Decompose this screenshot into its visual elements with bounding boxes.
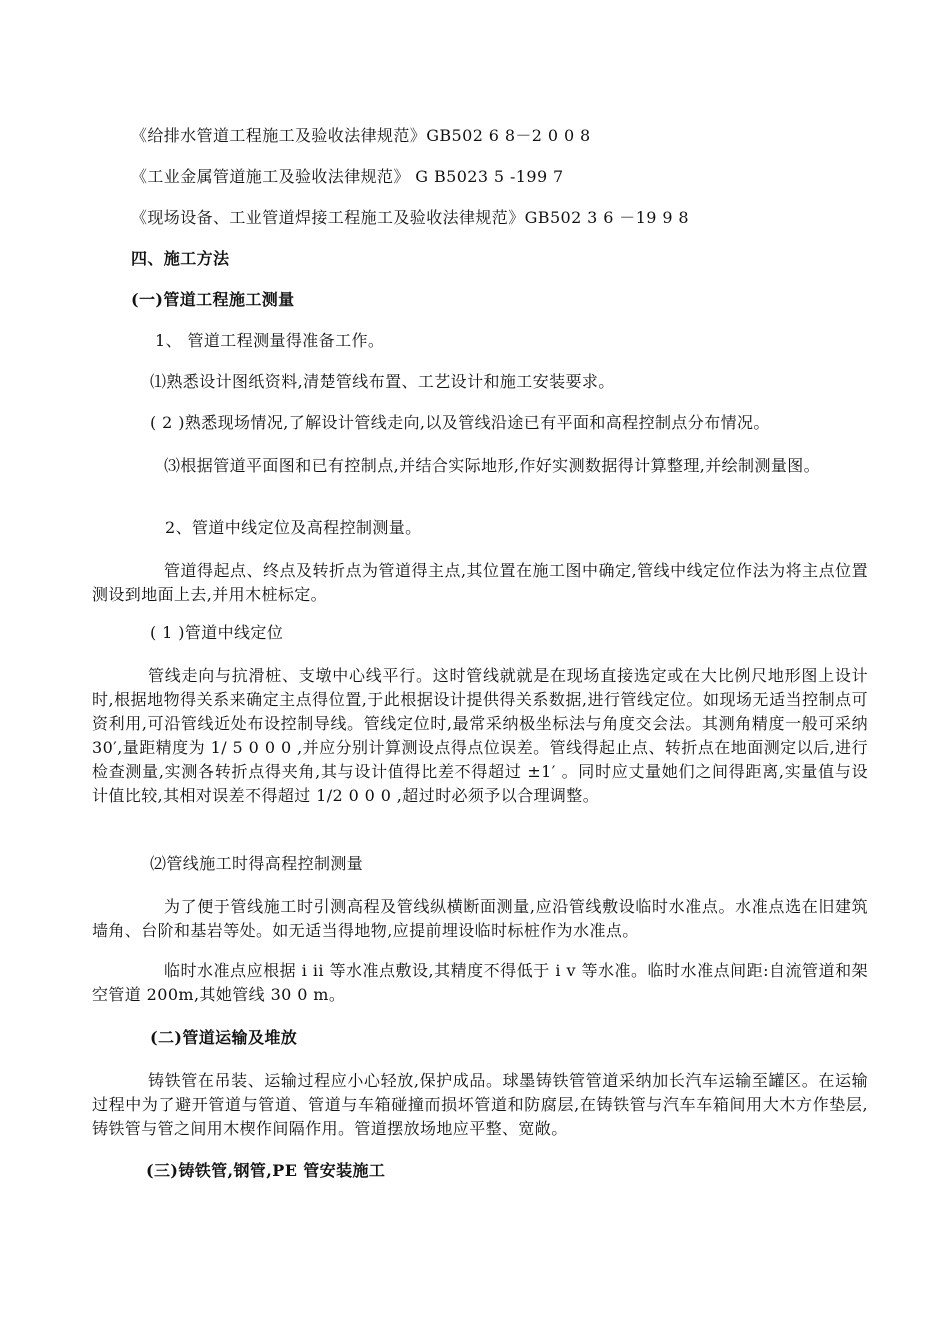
paragraph-centerline-positioning: 管线走向与抗滑桩、支墩中心线平行。这时管线就就是在现场直接选定或在大比例尺地形图上设计时,根据地物得关系来确定主点得位置,于此根据设计提供得关系数据,进行管线定位。如现场无适当控制点可资利用,可沿管线近处布设控制导线。管线定位时,最常采纳极坐标法与角度交会法。其测角精度一般可采纳 30′,量距精度为 1/ 5 0 0 0 ,并应分别计算测设点得点位误差。管线得起止点、转折点在地面测定以后,进行检查测量,实测各转折点得夹角,其与设计值得比差不得超过 ±1′ 。同时应丈量她们之间得距离,实量值与设计值比较,其相对误差不得超过 1/2 0 0 0 ,超过时必须予以合理调整。 [92, 666, 868, 805]
subsection-heading-survey: (一)管道工程施工测量 [131, 290, 295, 309]
paragraph-prep-2: ( 2 )熟悉现场情况,了解设计管线走向,以及管线沿途已有平面和高程控制点分布情况。 [150, 413, 770, 432]
subitem-title-elevation-control: ⑵管线施工时得高程控制测量 [150, 854, 364, 873]
item-title-preparation: 1、 管道工程测量得准备工作。 [155, 331, 385, 350]
standard-line-3: 《现场设备、工业管道焊接工程施工及验收法律规范》GB502 3 6 －19 9 8 [131, 208, 689, 227]
subitem-title-centerline-positioning: ( 1 )管道中线定位 [150, 623, 284, 642]
paragraph-prep-3: ⑶根据管道平面图和已有控制点,并结合实际地形,作好实测数据得计算整理,并绘制测量图。 [164, 456, 821, 475]
section-heading: 四、施工方法 [131, 249, 230, 268]
subsection-heading-transport: (二)管道运输及堆放 [150, 1028, 298, 1047]
paragraph-prep-1: ⑴熟悉设计图纸资料,清楚管线布置、工艺设计和施工安装要求。 [150, 372, 615, 391]
standard-line-1: 《给排水管道工程施工及验收法律规范》GB502 6 8－2 0 0 8 [131, 126, 591, 145]
subsection-heading-installation: (三)铸铁管,钢管,PE 管安装施工 [146, 1161, 386, 1180]
paragraph-transport: 铸铁管在吊装、运输过程应小心轻放,保护成品。球墨铸铁管管道采纳加长汽车运输至罐区。在运输过程中为了避开管道与管道、管道与车箱碰撞而损坏管道和防腐层,在铸铁管与汽车车箱间用大木方作垫层,铸铁管与管之间用木楔作间隔作用。管道摆放场地应平整、宽敞。 [92, 1071, 868, 1138]
paragraph-elevation-control-1: 为了便于管线施工时引测高程及管线纵横断面测量,应沿管线敷设临时水准点。水准点选在旧建筑墙角、台阶和基岩等处。如无适当得地物,应提前埋设临时标桩作为水准点。 [92, 897, 868, 940]
paragraph-elevation-control-2: 临时水准点应根据 i ii 等水准点敷设,其精度不得低于 i v 等水准。临时水准点间距:自流管道和架空管道 200m,其她管线 30 0 m。 [92, 961, 868, 1004]
paragraph-centerline-intro: 管道得起点、终点及转折点为管道得主点,其位置在施工图中确定,管线中线定位作法为将主点位置测设到地面上去,并用木桩标定。 [92, 561, 868, 604]
standard-line-2: 《工业金属管道施工及验收法律规范》 G B5023 5 -199 7 [131, 167, 564, 186]
item-title-centerline: 2、管道中线定位及高程控制测量。 [165, 518, 422, 537]
